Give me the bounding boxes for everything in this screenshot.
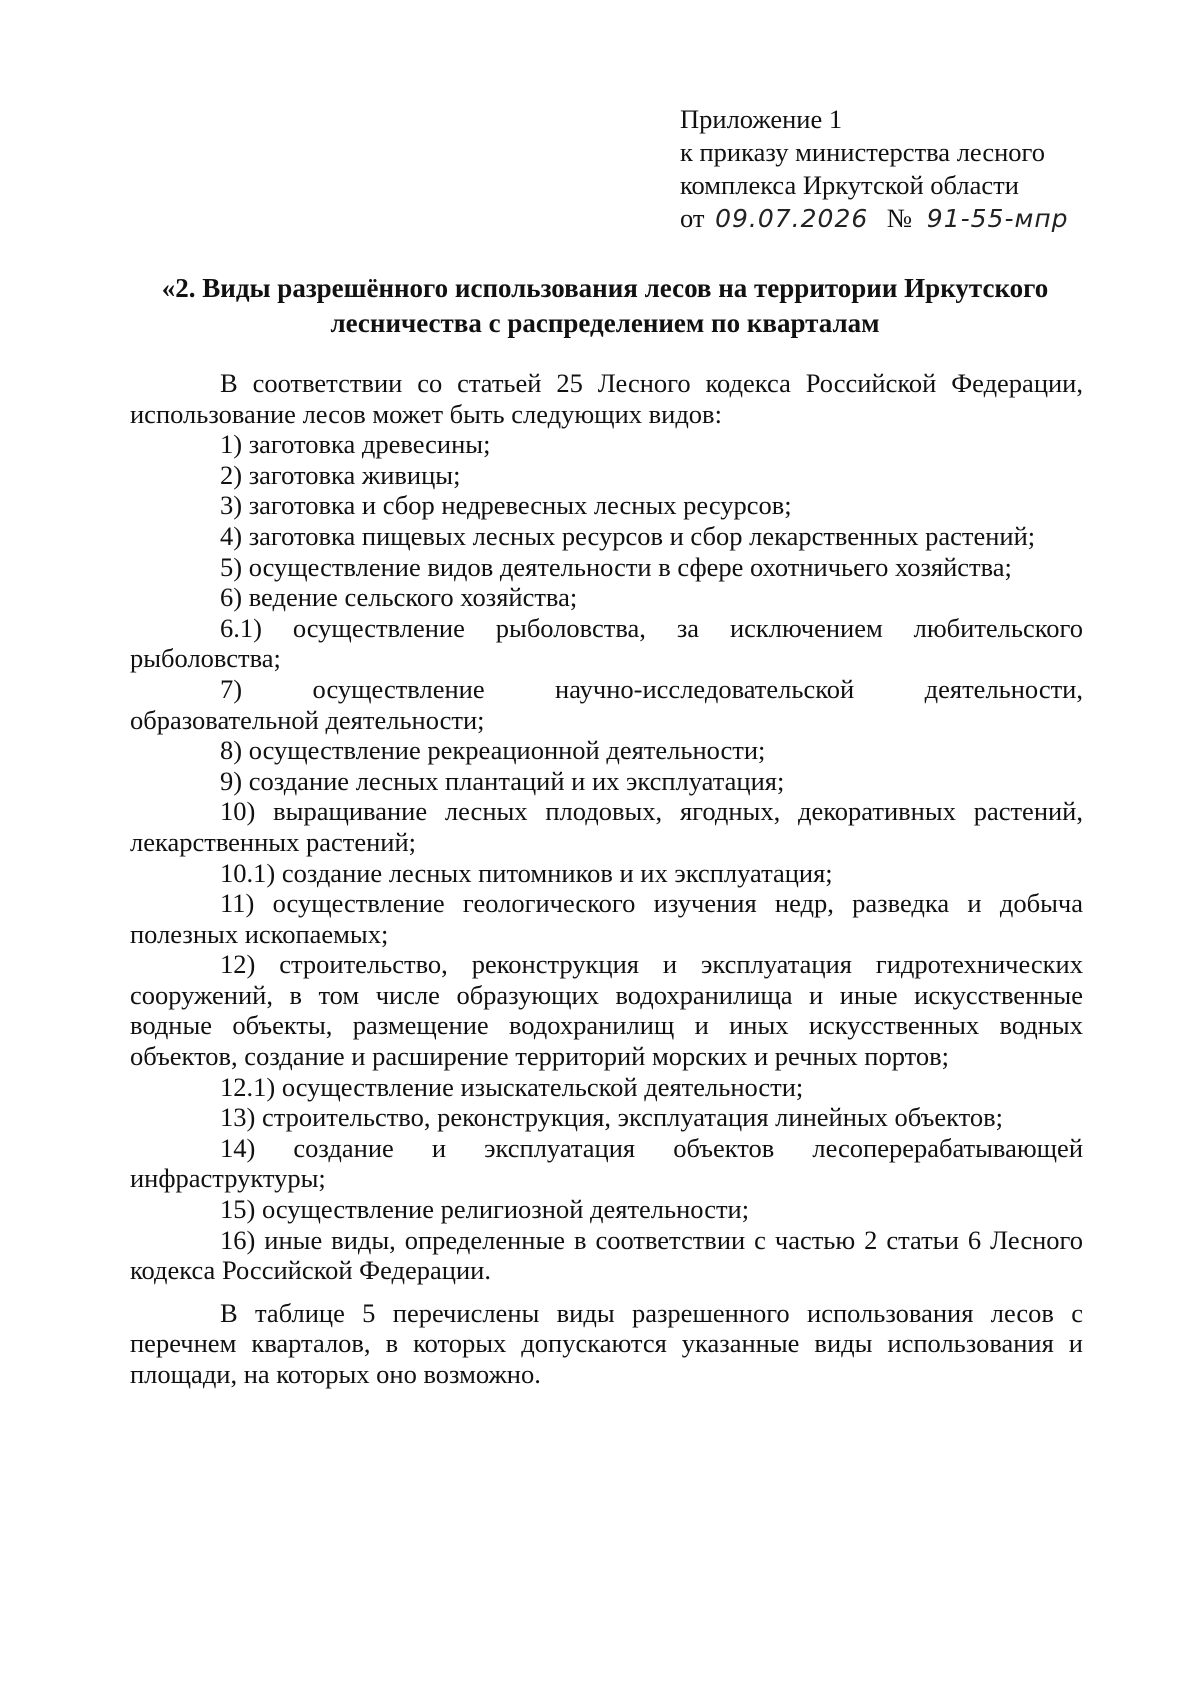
annex-ministry-line: комплекса Иркутской области [680,170,1019,200]
annex-header [680,103,1150,235]
closing-paragraph: В таблице 5 перечислены виды разрешенного использования лесов с перечнем кварталов, в которых допускаются указанные виды использования и площади, на которых оно возможно. [130,1297,1083,1389]
list-item: 1) заготовка древесины; [220,429,491,460]
list-item: 5) осуществление видов деятельности в сфере охотничьего хозяйства; [220,551,1012,582]
list-item: 3) заготовка и сбор недревесных лесных ресурсов; [220,490,792,521]
handwritten-number: 91-55-мпр [926,204,1069,233]
list-item: 8) осуществление рекреационной деятельности; [220,735,766,766]
list-item: 2) заготовка живицы; [220,459,461,490]
list-item: 10) выращивание лесных плодовых, ягодных, декоративных растений, лекарственных растений; [130,796,1083,857]
list-item: 13) строительство, реконструкция, эксплуатация линейных объектов; [220,1102,1003,1133]
heading-line-2: лесничества с распределением по кварталам [330,308,880,338]
intro-paragraph: В соответствии со статьей 25 Лесного кодекса Российской Федерации, использование лесов может быть следующих видов: [130,368,1083,429]
list-item: 7) осуществление научно-исследовательской деятельности, образовательной деятельности; [130,673,1083,735]
list-item: 6.1) осуществление рыболовства, за исключением любительского рыболовства; [130,612,1083,674]
list-item: 12.1) осуществление изыскательской деятельности; [220,1071,804,1102]
from-label: от [680,203,705,233]
list-item: 9) создание лесных плантаций и их эксплуатация; [220,765,785,796]
list-item: 11) осуществление геологического изучения недр, разведка и добыча полезных ископаемых; [130,888,1083,949]
document-body [130,368,1083,1390]
list-item: 10.1) создание лесных питомников и их эксплуатация; [220,857,833,888]
list-item: 12) строительство, реконструкция и эксплуатация гидротехнических сооружений, в том числе образующих водохранилища и иные искусственные водные объекты, размещение водохранилищ и иных искусственных водных объектов, создание и расширение территорий морских и речных портов; [130,949,1083,1072]
annex-date-number-line [680,202,1150,235]
handwritten-date: 09.07.2026 [715,204,869,233]
annex-title: Приложение 1 [680,104,843,134]
heading-line-1: «2. Виды разрешённого использования лесов на территории Иркутского [161,273,1049,303]
list-item: 15) осуществление религиозной деятельности; [220,1194,750,1225]
number-label: № [886,203,913,233]
section-heading [130,271,1080,341]
annex-order-line: к приказу министерства лесного [680,137,1045,167]
list-item: 16) иные виды, определенные в соответствии с частью 2 статьи 6 Лесного кодекса Российской Федерации. [130,1224,1083,1286]
list-item: 6) ведение сельского хозяйства; [220,582,578,613]
list-item: 14) создание и эксплуатация объектов лесоперерабатывающей инфраструктуры; [130,1132,1083,1194]
list-item: 4) заготовка пищевых лесных ресурсов и сбор лекарственных растений; [220,520,1036,551]
